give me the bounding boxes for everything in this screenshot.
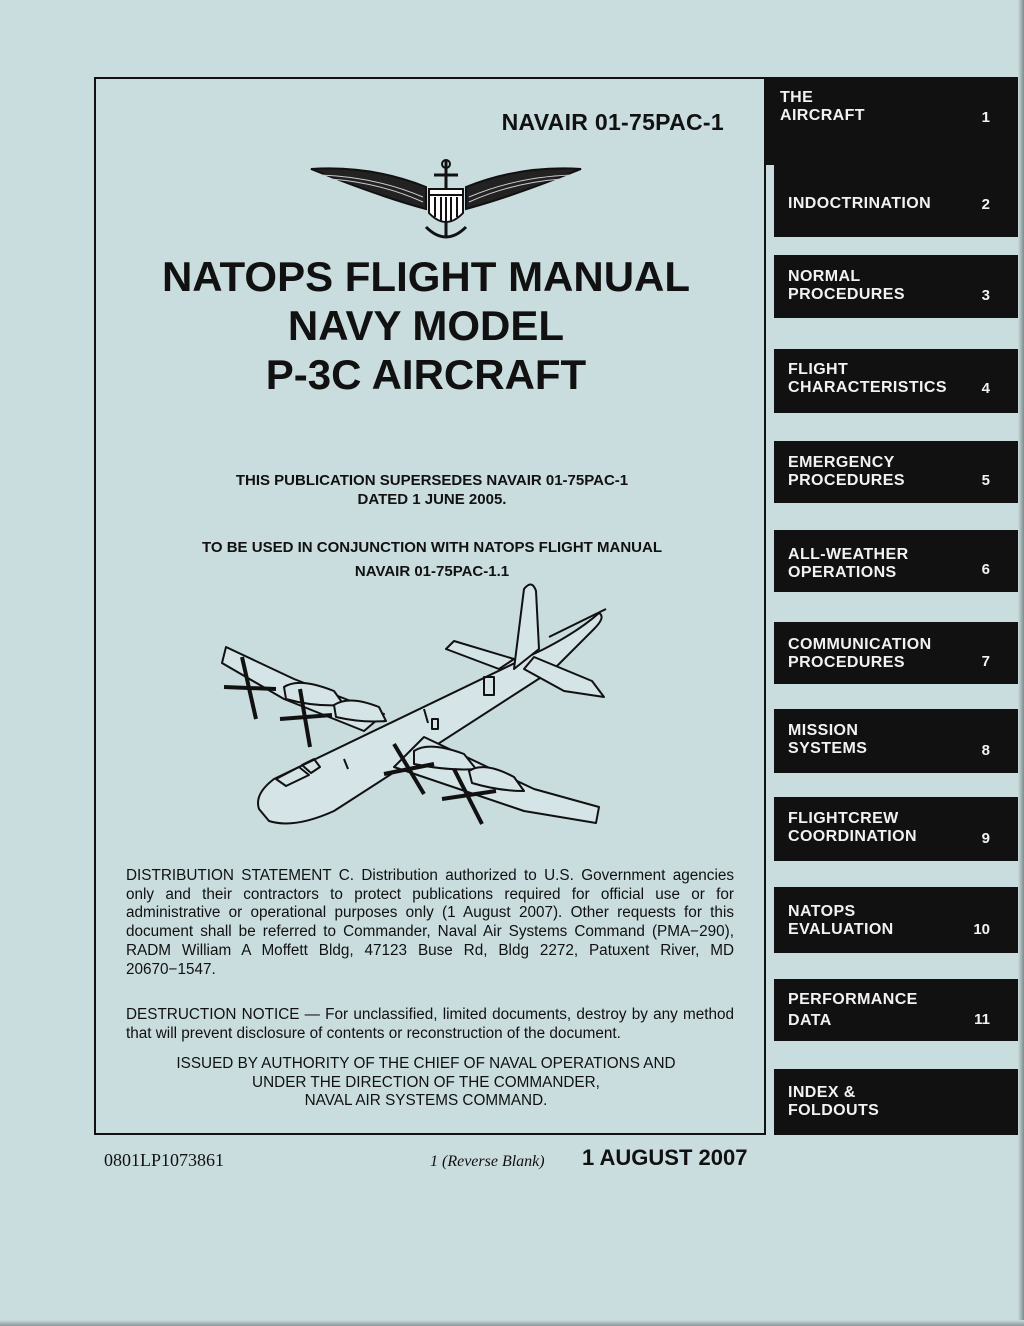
scan-shadow-bottom xyxy=(0,1320,1024,1326)
tab-label: FLIGHT CHARACTERISTICS xyxy=(788,361,947,396)
cover-frame xyxy=(94,77,766,1135)
tab-number: 7 xyxy=(981,653,990,670)
tab-emergency-procedures[interactable] xyxy=(774,441,1024,503)
tab-number: 9 xyxy=(981,830,990,847)
tab-label: NATOPS EVALUATION xyxy=(788,903,894,938)
tab-natops-evaluation[interactable] xyxy=(774,887,1024,953)
tab-label: NORMAL PROCEDURES xyxy=(788,268,905,303)
tab-number: 8 xyxy=(981,742,990,759)
supersedes-line-1: THIS PUBLICATION SUPERSEDES NAVAIR 01-75PAC-1 xyxy=(235,472,629,489)
tab-number: 1 xyxy=(981,109,990,126)
destruction-notice: DESTRUCTION NOTICE — For unclassified, limited documents, destroy by any method that will prevent disclosure of contents or reconstruction of the document. xyxy=(126,1006,734,1042)
scan-shadow-right xyxy=(1018,0,1024,1326)
tab-label: EMERGENCY PROCEDURES xyxy=(788,454,905,489)
tab-number: 11 xyxy=(974,1011,990,1028)
tab-label: INDEX & FOLDOUTS xyxy=(788,1084,880,1119)
issued-line-1: ISSUED BY AUTHORITY OF THE CHIEF OF NAVAL OPERATIONS AND xyxy=(176,1055,676,1072)
tab-label: THE AIRCRAFT xyxy=(780,89,865,124)
tab-index-foldouts[interactable] xyxy=(774,1069,1024,1135)
manual-title xyxy=(96,252,756,399)
tab-number: 2 xyxy=(981,196,990,213)
tab-label: FLIGHTCREW COORDINATION xyxy=(788,810,917,845)
tab-normal-procedures[interactable] xyxy=(774,255,1024,318)
tab-flight-characteristics[interactable] xyxy=(774,349,1024,413)
issuing-authority xyxy=(96,1055,756,1111)
title-line-1: NATOPS FLIGHT MANUAL xyxy=(161,253,691,300)
publication-code: 0801LP1073861 xyxy=(104,1150,225,1170)
tab-number: 5 xyxy=(981,472,990,489)
section-tabs xyxy=(766,77,1024,1135)
naval-aviator-wings-emblem xyxy=(301,157,591,247)
conjunction-notice xyxy=(96,536,768,584)
document-number: NAVAIR 01-75PAC-1 xyxy=(501,109,724,135)
page-number: 1 (Reverse Blank) xyxy=(430,1153,545,1170)
tab-label: COMMUNICATION PROCEDURES xyxy=(788,636,932,671)
tab-communication-procedures[interactable] xyxy=(774,622,1024,684)
title-line-3: P-3C AIRCRAFT xyxy=(265,351,587,398)
conjunction-line-2: NAVAIR 01-75PAC-1.1 xyxy=(354,563,510,580)
tab-mission-systems[interactable] xyxy=(774,709,1024,773)
tab-label: ALL-WEATHER OPERATIONS xyxy=(788,546,909,581)
supersedes-notice xyxy=(96,471,768,509)
tab-label: MISSION SYSTEMS xyxy=(788,722,868,757)
tab-the-aircraft[interactable] xyxy=(766,77,1024,165)
p3c-aircraft-illustration xyxy=(214,579,624,849)
tab-number: 4 xyxy=(981,380,990,397)
publication-date: 1 AUGUST 2007 xyxy=(582,1145,748,1170)
tab-flightcrew-coordination[interactable] xyxy=(774,797,1024,861)
supersedes-line-2: DATED 1 JUNE 2005. xyxy=(357,491,507,508)
conjunction-line-1: TO BE USED IN CONJUNCTION WITH NATOPS FLIGHT MANUAL xyxy=(202,539,662,556)
tab-label: INDOCTRINATION xyxy=(788,195,932,212)
distribution-statement: DISTRIBUTION STATEMENT C. Distribution authorized to U.S. Government agencies only and their contractors to protect publications required for official use or for administrative or operational purposes only (1 August 2007). Other requests for this document shall be referred to Commander, Naval Air Systems Command (PMA−290), RADM William A Moffett Bldg, 47123 Buse Rd, Bldg 2272, Patuxent River, MD 20670−1547. xyxy=(126,867,734,978)
issued-line-3: NAVAL AIR SYSTEMS COMMAND. xyxy=(304,1092,548,1110)
tab-number: 6 xyxy=(981,561,990,578)
tab-label: PERFORMANCE DATA xyxy=(788,991,918,1029)
tab-number: 3 xyxy=(981,287,990,304)
tab-number: 10 xyxy=(973,921,990,938)
tab-all-weather-operations[interactable] xyxy=(774,530,1024,592)
issued-line-2: UNDER THE DIRECTION OF THE COMMANDER, xyxy=(252,1073,600,1091)
tab-performance-data[interactable] xyxy=(774,979,1024,1041)
tab-indoctrination[interactable] xyxy=(774,165,1024,237)
title-line-2: NAVY MODEL xyxy=(287,302,565,349)
